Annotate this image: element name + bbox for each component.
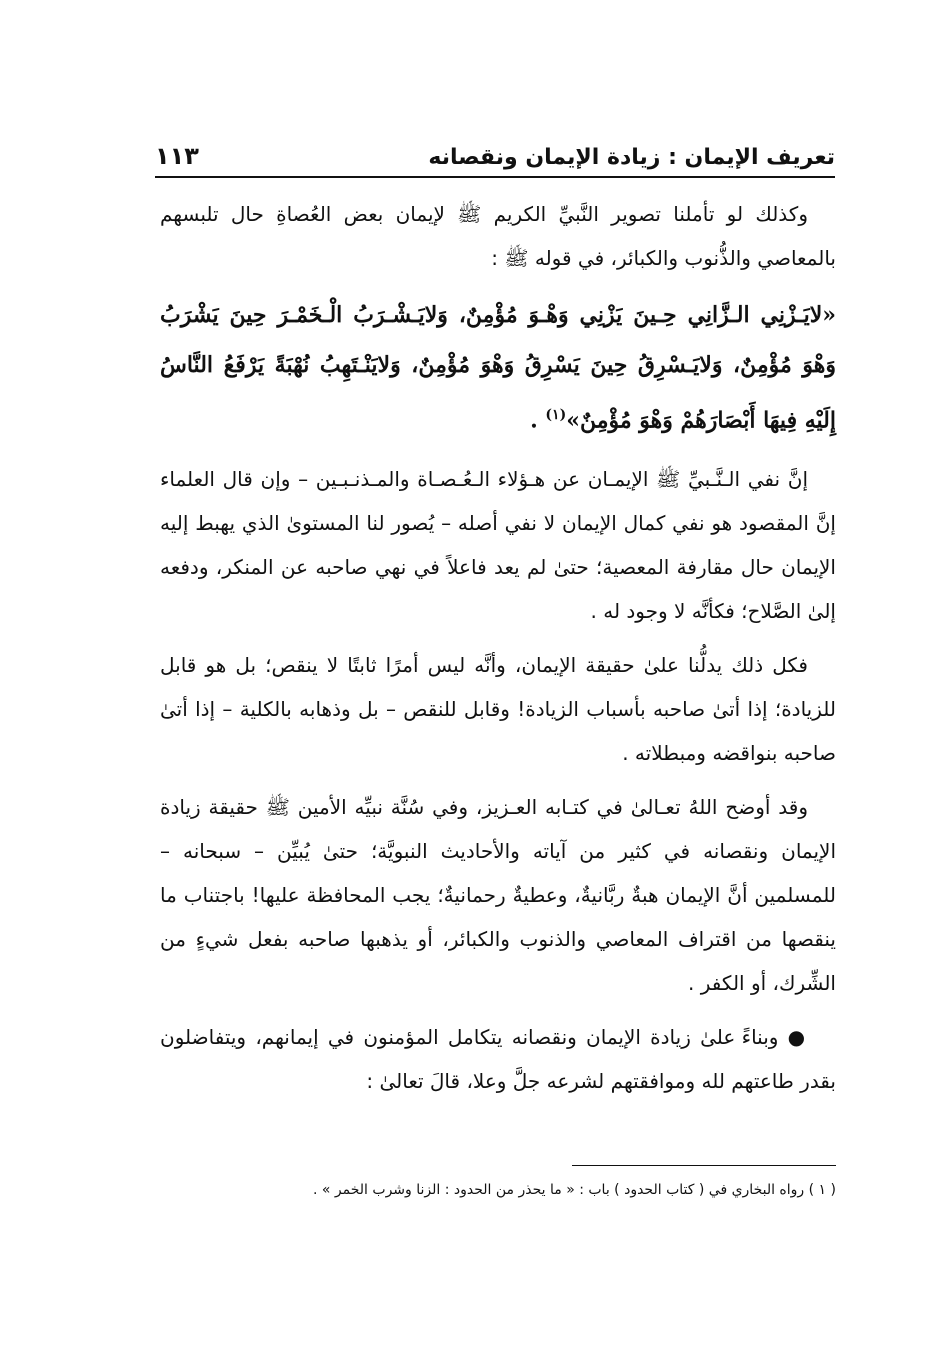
paragraph-5	[160, 1015, 836, 1103]
bullet-icon: ●	[787, 1025, 808, 1050]
hadith-end: .	[530, 407, 546, 434]
hadith-quote	[160, 290, 836, 445]
paragraph-1: وكذلك لو تأملنا تصوير النَّبيِّ الكريم ﷺ لإيمان بعض العُصاةِ حال تلبسهم بالمعاصي والذُّنوب والكبائر، في قوله ﷺ :	[160, 202, 836, 270]
page-number: ١١٣	[155, 142, 199, 170]
page-header	[155, 128, 835, 178]
hadith-text: «لايَـزْنِي الـزَّانِي حِـينَ يَزْنِي وَهْـوَ مُؤْمِنٌ، وَلايَـشْـرَبُ الْـخَمْـرَ حِينَ يَشْرَبُ وَهْوَ مُؤْمِنٌ، وَلايَـسْرِقُ حِينَ يَسْرِقُ وَهْوَ مُؤْمِنٌ، وَلايَنْـتَهِبُ نُهْبَةً يَرْفَعُ النَّاسُ إِلَيْهِ فِيهَا أَبْصَارَهُمْ وَهْوَ مُؤْمِنٌ»	[160, 302, 836, 434]
paragraph-4: وقد أوضح اللهُ تعـالىٰ في كتـابه العـزيز، وفي سُنَّة نبيِّه الأمين ﷺ حقيقة زيادة الإيمان ونقصانه في كثير من آياته والأحاديث النبويَّة؛ حتىٰ يُبيِّن – سبحانه – للمسلمين أنَّ الإيمان هبةٌ ربَّانيةٌ، وعطيةٌ رحمانيةٌ؛ يجب المحافظة عليها! باجتناب ما ينقصها من اقتراف المعاصي والذنوب والكبائر، أو يذهبها صاحبه بفعل شيءٍ من الشِّرك، أو الكفر .	[160, 795, 836, 996]
paragraph-5-text: وبناءً علىٰ زيادة الإيمان ونقصانه يتكامل المؤمنون في إيمانهم، ويتفاضلون بقدر طاعتهم لله وموافقتهم لشرعه جلَّ وعلا، قالَ تعالىٰ :	[160, 1025, 836, 1094]
paragraph-2: إنَّ نفي الـنَّـبيِّ ﷺ الإيمـان عن هـؤلاء الـعُـصـاة والمـذنـبـين – وإن قال العلماء إنَّ المقصود هو نفي كمال الإيمان لا نفي أصله – يُصور لنا المستوىٰ الذي يهبط إليه الإيمان حال مقارفة المعصية؛ حتىٰ لم يعد فاعلاً في نهي صاحبه عن المنكر، ودفعه إلىٰ الصَّلاح؛ فكأنَّه لا وجود له .	[160, 467, 836, 624]
footnote: ( ١ ) رواه البخاري في ( كتاب الحدود ) باب : « ما يحذر من الحدود : الزنا وشرب الخمر » .	[313, 1182, 836, 1198]
paragraph-3: فكل ذلك يدلُّنا علىٰ حقيقة الإيمان، وأنَّه ليس أمرًا ثابتًا لا ينقص؛ بل هو قابل للزيادة؛ إذا أتىٰ صاحبه بأسباب الزيادة! وقابل للنقص – بل وذهابه بالكلية – إذا أتىٰ صاحبه بنواقضه ومبطلاته .	[160, 653, 836, 766]
page-body	[160, 192, 836, 1113]
footnote-ref: (١)	[545, 407, 567, 423]
footnote-divider	[572, 1165, 836, 1166]
header-title: تعريف الإيمان : زيادة الإيمان ونقصانه	[428, 145, 835, 170]
